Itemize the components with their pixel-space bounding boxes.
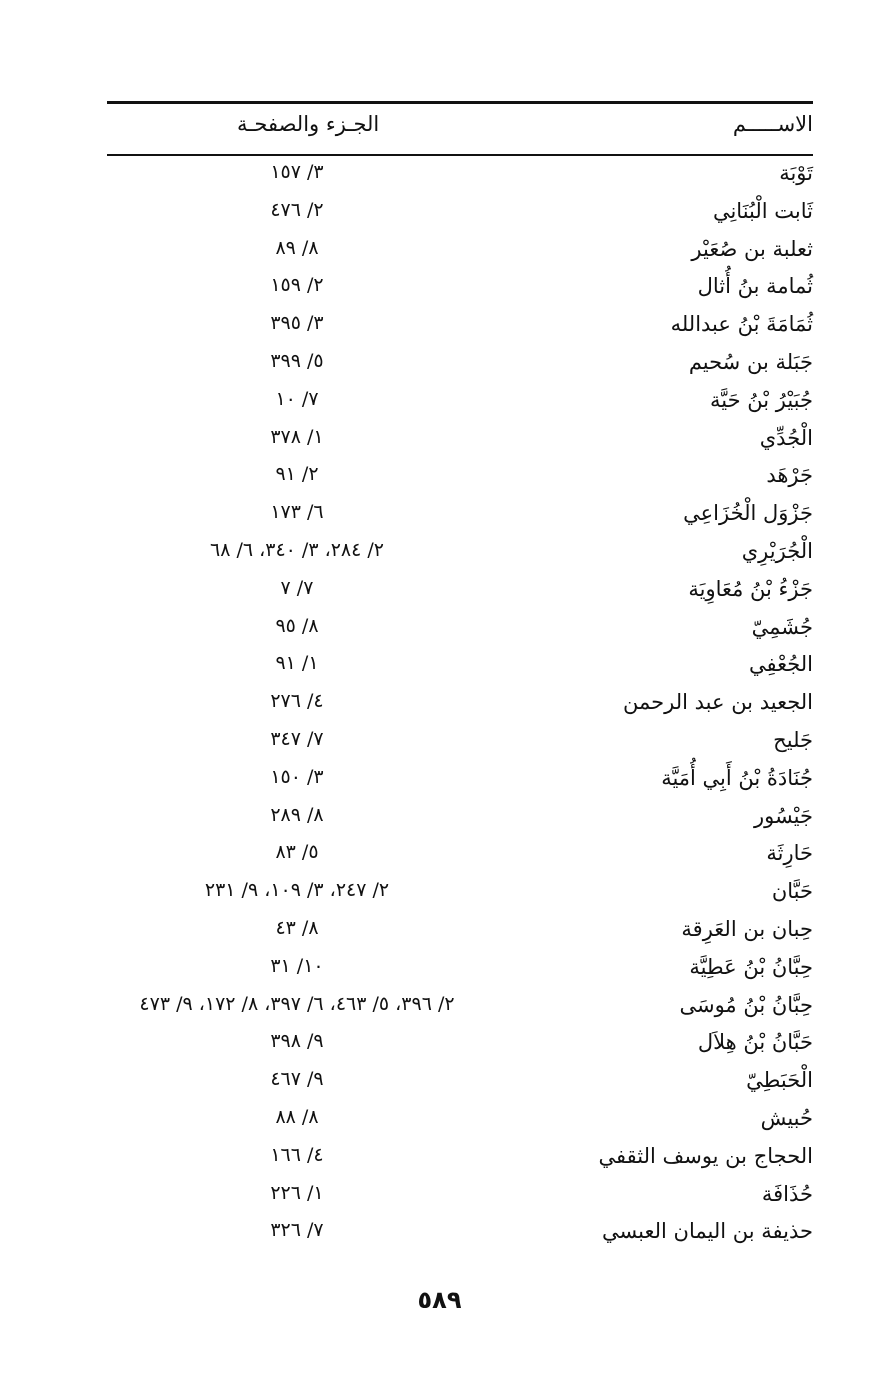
entry-reference: ٩/ ٣٩٨ bbox=[270, 1030, 324, 1053]
entry-reference: ٤/ ٢٧٦ bbox=[270, 690, 324, 713]
entry-reference: ٢/ ٩١ bbox=[275, 463, 319, 486]
entry-name: الْحَبَطِيّ bbox=[746, 1068, 813, 1093]
page-number: ٥٨٩ bbox=[417, 1286, 462, 1314]
entry-reference: ٦/ ١٧٣ bbox=[270, 501, 324, 524]
entry-reference: ٣/ ١٥٠ bbox=[270, 765, 324, 788]
entry-name: حُذَافَة bbox=[761, 1181, 813, 1206]
table-row bbox=[107, 533, 813, 571]
entry-name: الجُعْفِي bbox=[748, 652, 813, 677]
entry-name: حِبان بن العَرِقة bbox=[681, 916, 813, 941]
table-row bbox=[107, 193, 813, 231]
table-row bbox=[107, 231, 813, 269]
name-column-header: الاســـــم bbox=[732, 112, 813, 136]
table-row bbox=[107, 571, 813, 609]
entry-reference: ٢/ ٢٤٧، ٣/ ١٠٩، ٩/ ٢٣١ bbox=[204, 879, 390, 902]
entry-reference: ٢/ ٣٩٦، ٥/ ٤٦٣، ٦/ ٣٩٧، ٨/ ١٧٢، ٩/ ٤٧٣ bbox=[139, 992, 455, 1015]
entry-name: حِبَّانُ بْنُ عَطِيَّة bbox=[689, 954, 813, 979]
table-row bbox=[107, 911, 813, 949]
entry-reference: ٨/ ٢٨٩ bbox=[270, 803, 324, 826]
entry-reference: ٤/ ١٦٦ bbox=[270, 1143, 324, 1166]
entry-reference: ١/ ٢٢٦ bbox=[270, 1181, 324, 1204]
table-row bbox=[107, 1062, 813, 1100]
entry-name: تَوْبَة bbox=[779, 161, 813, 185]
table-row bbox=[107, 987, 813, 1025]
table-row bbox=[107, 646, 813, 684]
entry-name: جَزْءُ بْنُ مُعَاوِيَة bbox=[688, 576, 813, 601]
table-row bbox=[107, 1024, 813, 1062]
entry-reference: ٥/ ٨٣ bbox=[275, 841, 319, 864]
table-row bbox=[107, 609, 813, 647]
table-row bbox=[107, 306, 813, 344]
entry-reference: ٧/ ١٠ bbox=[275, 387, 319, 410]
entry-name: حِبَّانُ بْنُ مُوسَى bbox=[679, 992, 813, 1017]
table-row bbox=[107, 798, 813, 836]
entry-reference: ٥/ ٣٩٩ bbox=[270, 349, 324, 372]
entry-name: ثعلبة بن صُعَيْر bbox=[691, 236, 813, 261]
index-rows bbox=[107, 155, 813, 1251]
entry-name: جَرْهَد bbox=[766, 463, 813, 488]
entry-name: ثُمَامَةَ بْنُ عبدالله bbox=[670, 312, 813, 337]
table-header bbox=[107, 112, 813, 148]
entry-name: ثُمامة بنُ أُثال bbox=[697, 274, 813, 299]
entry-name: جُبَيْرُ بْنُ حَيَّة bbox=[709, 387, 813, 412]
entry-name: الْجُرَيْرِي bbox=[741, 538, 813, 563]
entry-name: الْجُدِّي bbox=[759, 425, 813, 450]
entry-name: الجعيد بن عبد الرحمن bbox=[623, 690, 813, 715]
entry-name: جَليح bbox=[773, 727, 813, 752]
table-row bbox=[107, 1138, 813, 1176]
entry-name: جُنَادَةُ بْنُ أَبِي أُمَيَّة bbox=[661, 765, 813, 790]
entry-name: الحجاج بن يوسف الثقفي bbox=[598, 1143, 813, 1168]
reference-column-header: الجـزء والصفحـة bbox=[237, 112, 380, 136]
entry-name: حَبَّانُ بْنُ هِلاَل bbox=[697, 1030, 813, 1055]
table-row bbox=[107, 495, 813, 533]
entry-name: جُشَمِيّ bbox=[751, 614, 813, 639]
table-row bbox=[107, 873, 813, 911]
entry-reference: ٨/ ٨٩ bbox=[275, 236, 319, 259]
table-row bbox=[107, 1100, 813, 1138]
table-row bbox=[107, 1213, 813, 1251]
entry-name: جَيْسُور bbox=[753, 803, 813, 828]
table-row bbox=[107, 382, 813, 420]
entry-reference: ٣/ ١٥٧ bbox=[270, 161, 324, 183]
table-row bbox=[107, 344, 813, 382]
entry-name: حذيفة بن اليمان العبسي bbox=[601, 1219, 813, 1244]
entry-name: جَزْوَل الْخُزَاعِي bbox=[683, 501, 813, 526]
table-row bbox=[107, 155, 813, 193]
table-row bbox=[107, 268, 813, 306]
entry-name: ثَابت الْبُنَانِي bbox=[712, 198, 813, 223]
entry-reference: ٨/ ٤٣ bbox=[275, 916, 319, 939]
table-row bbox=[107, 760, 813, 798]
entry-reference: ٧/ ٧ bbox=[280, 576, 314, 599]
entry-reference: ٩/ ٤٦٧ bbox=[270, 1068, 324, 1091]
table-row bbox=[107, 835, 813, 873]
table-row bbox=[107, 420, 813, 458]
entry-reference: ٧/ ٣٢٦ bbox=[270, 1219, 324, 1242]
top-rule bbox=[107, 101, 813, 104]
entry-reference: ١/ ٣٧٨ bbox=[270, 425, 324, 448]
table-row bbox=[107, 457, 813, 495]
entry-name: حُبيش bbox=[760, 1105, 813, 1130]
entry-name: جَبَلة بن سُحيم bbox=[688, 349, 813, 374]
entry-reference: ٢/ ٢٨٤، ٣/ ٣٤٠، ٦/ ٦٨ bbox=[209, 538, 385, 561]
entry-name: حَبَّان bbox=[771, 879, 813, 904]
entry-reference: ٣/ ٣٩٥ bbox=[270, 312, 324, 335]
entry-reference: ١/ ٩١ bbox=[275, 652, 319, 675]
table-row bbox=[107, 1176, 813, 1214]
table-row bbox=[107, 684, 813, 722]
entry-reference: ٢/ ١٥٩ bbox=[270, 274, 324, 297]
entry-reference: ١٠/ ٣١ bbox=[270, 954, 324, 977]
entry-reference: ٨/ ٩٥ bbox=[275, 614, 319, 637]
entry-name: حَارِثَة bbox=[766, 841, 813, 866]
table-row bbox=[107, 722, 813, 760]
entry-reference: ٧/ ٣٤٧ bbox=[270, 727, 324, 750]
table-row bbox=[107, 949, 813, 987]
entry-reference: ٨/ ٨٨ bbox=[275, 1105, 319, 1128]
entry-reference: ٢/ ٤٧٦ bbox=[270, 198, 324, 221]
